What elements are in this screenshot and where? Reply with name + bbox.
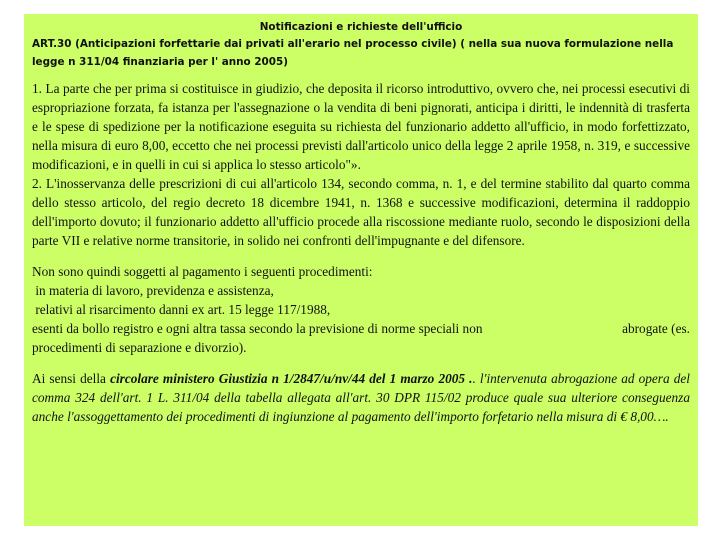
paragraph-2: 2. L'inosservanza delle prescrizioni di cui all'articolo 134, secondo comma, n. 1, e del termine stabilito dal quarto comma dello stesso articolo, del regio decreto 18 dicembre 1941, n. 1368 e successive modificazioni, determina il raddoppio dell'importo dovuto; il funzionario addetto all'ufficio procede alla riscossione mediante ruolo, secondo le disposizioni della parte VII e relative norme transitorie, in solido nei confronti dell'impugnante e del difensore. xyxy=(32,176,690,248)
list-item: relativi al risarcimento danni ex art. 15 legge 117/1988, xyxy=(32,302,331,317)
list-item: in materia di lavoro, previdenza e assistenza, xyxy=(32,283,274,298)
article-heading: ART.30 (Anticipazioni forfettarie dai privati all'erario nel processo civile) ( nella sua nuova formulazione nella legge n 311/04 finanziaria per l' anno 2005) xyxy=(32,38,674,68)
list-item xyxy=(32,319,690,338)
paragraph-1: 1. La parte che per prima si costituisce in giudizio, che deposita il ricorso introduttivo, ovvero che, nei processi esecutivi di espropriazione forzata, fa istanza per l'assegnazione o la vendita di beni pignorati, anticipa i diritti, le indennità di trasferta e le spese di spedizione per la notificazione eseguita su richiesta del funzionario addetto all'ufficio, in modo forfettizzato, nella misura di euro 8,00, eccetto che nei processi previsti dall'articolo unico della legge 2 aprile 1958, n. 319, e successive modificazioni, e in quelli in cui si applica lo stesso articolo"». xyxy=(32,81,690,172)
document-body xyxy=(32,79,690,426)
circolare-reference: circolare ministero Giustizia n 1/2847/u/nv/44 del 1 marzo 2005 . xyxy=(110,371,473,386)
slide-title: Notificazioni e richieste dell'ufficio xyxy=(259,21,463,33)
exempt-list xyxy=(32,262,690,357)
final-lead: Ai sensi della xyxy=(32,371,111,386)
list-item: procedimenti di separazione e divorzio). xyxy=(32,340,247,355)
slide xyxy=(24,14,698,526)
list-item-text-end: abrogate (es. xyxy=(622,321,690,336)
list-item-text: esenti da bollo registro e ogni altra tassa secondo la previsione di norme speciali non xyxy=(32,321,483,336)
final-rest: . l'intervenuta abrogazione ad opera del comma 324 dell'art. 1 L. 311/04 della tabella allegata all'art. 30 DPR 115/02 produce quale sua ulteriore conseguenza anche l'assoggettamento dei procedimenti di ingiunzione al pagamento dell'importo forfetario nella misura di € 8,00…. xyxy=(32,371,690,424)
list-intro: Non sono quindi soggetti al pagamento i seguenti procedimenti: xyxy=(32,264,373,279)
final-paragraph xyxy=(32,369,690,426)
